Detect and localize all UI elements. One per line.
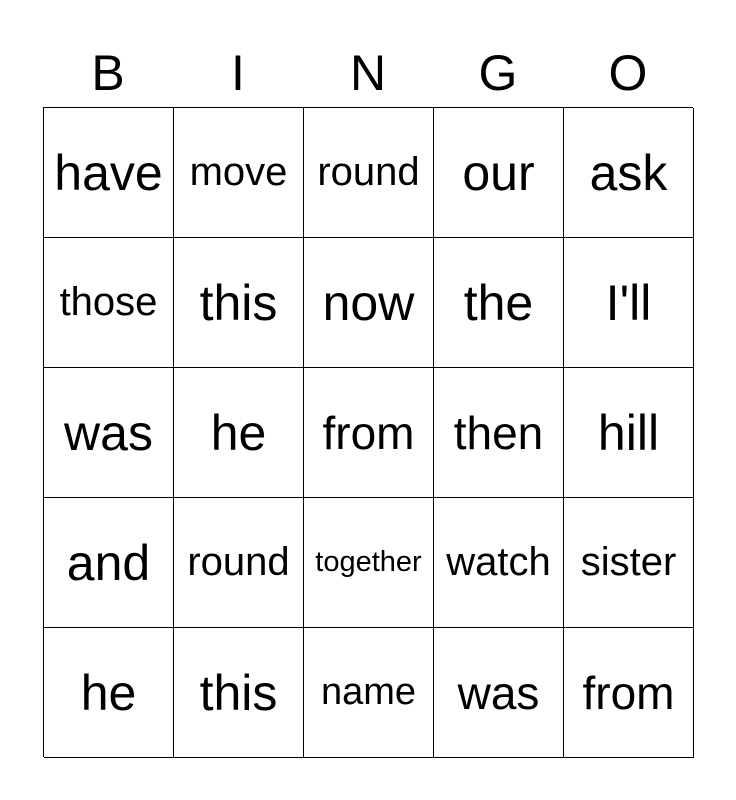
bingo-cell[interactable]: hill xyxy=(564,368,694,498)
bingo-cell[interactable]: then xyxy=(434,368,564,498)
bingo-cell[interactable]: round xyxy=(174,498,304,628)
header-letter-b: B xyxy=(91,45,125,101)
bingo-cell[interactable]: name xyxy=(304,628,434,758)
bingo-cell[interactable]: watch xyxy=(434,498,564,628)
header-letter-g: G xyxy=(478,45,518,101)
bingo-cell[interactable]: together xyxy=(304,498,434,628)
bingo-cell[interactable]: and xyxy=(44,498,174,628)
bingo-board xyxy=(43,107,693,757)
bingo-cell[interactable]: our xyxy=(434,108,564,238)
bingo-cell[interactable]: was xyxy=(44,368,174,498)
bingo-cell[interactable]: this xyxy=(174,238,304,368)
bingo-cell[interactable]: those xyxy=(44,238,174,368)
bingo-cell[interactable]: have xyxy=(44,108,174,238)
bingo-cell[interactable]: this xyxy=(174,628,304,758)
bingo-cell[interactable]: sister xyxy=(564,498,694,628)
bingo-cell[interactable]: move xyxy=(174,108,304,238)
header-letter-i: I xyxy=(231,45,245,101)
bingo-cell[interactable]: he xyxy=(174,368,304,498)
header-letter-n: N xyxy=(349,45,387,101)
bingo-cell[interactable]: he xyxy=(44,628,174,758)
bingo-cell[interactable]: ask xyxy=(564,108,694,238)
bingo-cell[interactable]: from xyxy=(304,368,434,498)
bingo-cell[interactable]: from xyxy=(564,628,694,758)
bingo-cell[interactable]: round xyxy=(304,108,434,238)
bingo-cell[interactable]: the xyxy=(434,238,564,368)
bingo-cell[interactable]: now xyxy=(304,238,434,368)
bingo-cell[interactable]: was xyxy=(434,628,564,758)
bingo-cell[interactable]: I'll xyxy=(564,238,694,368)
header-letter-o: O xyxy=(608,45,648,101)
bingo-header xyxy=(43,40,693,106)
